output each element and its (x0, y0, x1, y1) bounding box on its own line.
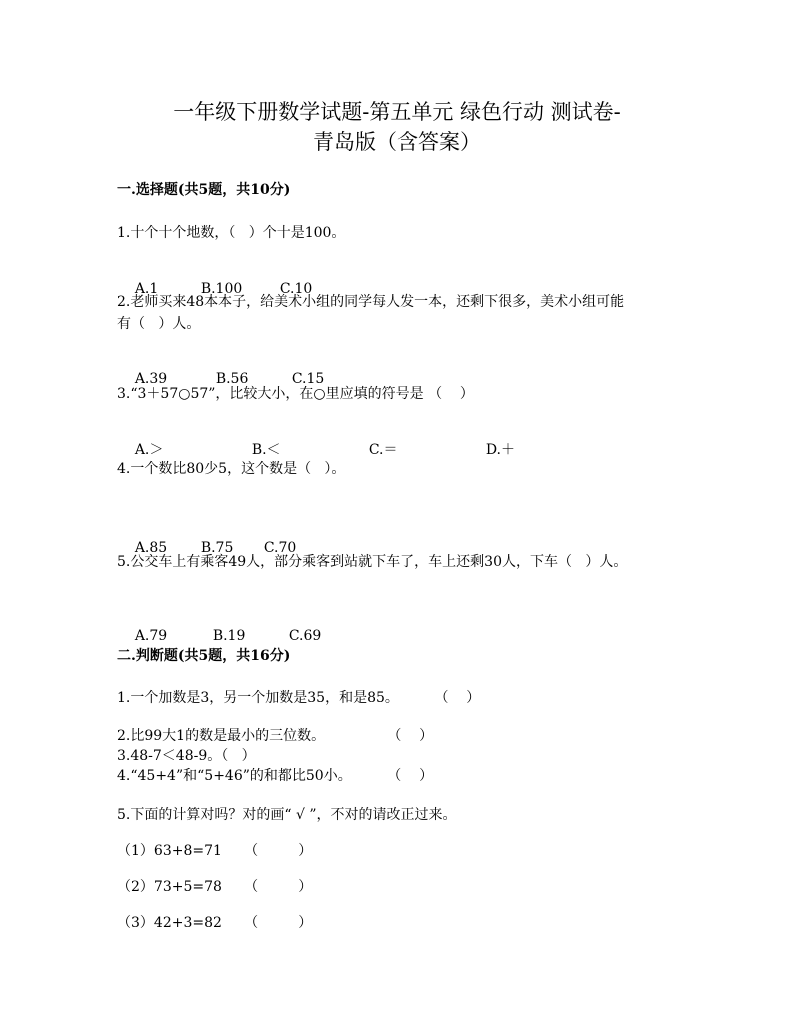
option-b: B.56 (215, 371, 249, 387)
option-a: A.79 (134, 628, 168, 644)
question-1-5-text: 5.公交车上有乘客49人，部分乘客到站就下车了，车上还剩30人，下车（ ）人。 (117, 554, 628, 570)
option-c: C.15 (291, 371, 325, 387)
option-a: A.39 (134, 371, 168, 387)
section2-heading: 二.判断题(共5题，共16分) (117, 648, 291, 664)
calc-item: （3）42+3=82 （ ） (117, 915, 313, 931)
question-1-2-text-line2: 有（ ）人。 (117, 316, 201, 332)
option-b: B.75 (200, 540, 234, 556)
question-2-4-text: 4.“45+4”和“5+46”的和都比50小。 （ ） (117, 768, 434, 784)
option-b: B.19 (212, 628, 246, 644)
section1-heading: 一.选择题(共5题，共10分) (117, 182, 291, 198)
question-2-5-text: 5.下面的计算对吗？对的画“ √ ”，不对的请改正过来。 (117, 807, 457, 823)
calc-item: （2）73+5=78 （ ） (117, 879, 313, 895)
question-1-4-text: 4.一个数比80少5，这个数是（ ）。 (117, 461, 346, 477)
question-2-2-text: 2.比99大1的数是最小的三位数。 （ ） (117, 728, 434, 744)
question-2-1-text: 1.一个加数是3，另一个加数是35，和是85。 （ ） (117, 690, 481, 706)
option-c: C.＝ (368, 442, 398, 458)
option-d: D.＋ (485, 442, 515, 458)
question-2-3-text: 3.48-7＜48-9。（ ） (117, 748, 256, 764)
question-1-2-text-line1: 2.老师买来48本本子，给美术小组的同学每人发一本，还剩下很多，美术小组可能 (117, 294, 625, 310)
question-1-3-text: 3.“3＋57○57”，比较大小，在○里应填的符号是 （ ） (117, 386, 474, 402)
calc-item: （1）63+8=71 （ ） (117, 843, 313, 859)
doc-title-line1: 一年级下册数学试题-第五单元 绿色行动 测试卷- (173, 100, 621, 124)
doc-title-line2: 青岛版（含答案） (313, 130, 481, 154)
option-a: A.1 (134, 281, 159, 297)
option-a: A.85 (134, 540, 168, 556)
option-a: A.＞ (134, 442, 164, 458)
option-b: B.＜ (251, 442, 281, 458)
option-b: B.100 (200, 281, 243, 297)
question-1-1-text: 1.十个十个地数，（ ）个十是100。 (117, 225, 346, 241)
option-c: C.10 (279, 281, 313, 297)
option-c: C.69 (288, 628, 322, 644)
option-c: C.70 (263, 540, 297, 556)
